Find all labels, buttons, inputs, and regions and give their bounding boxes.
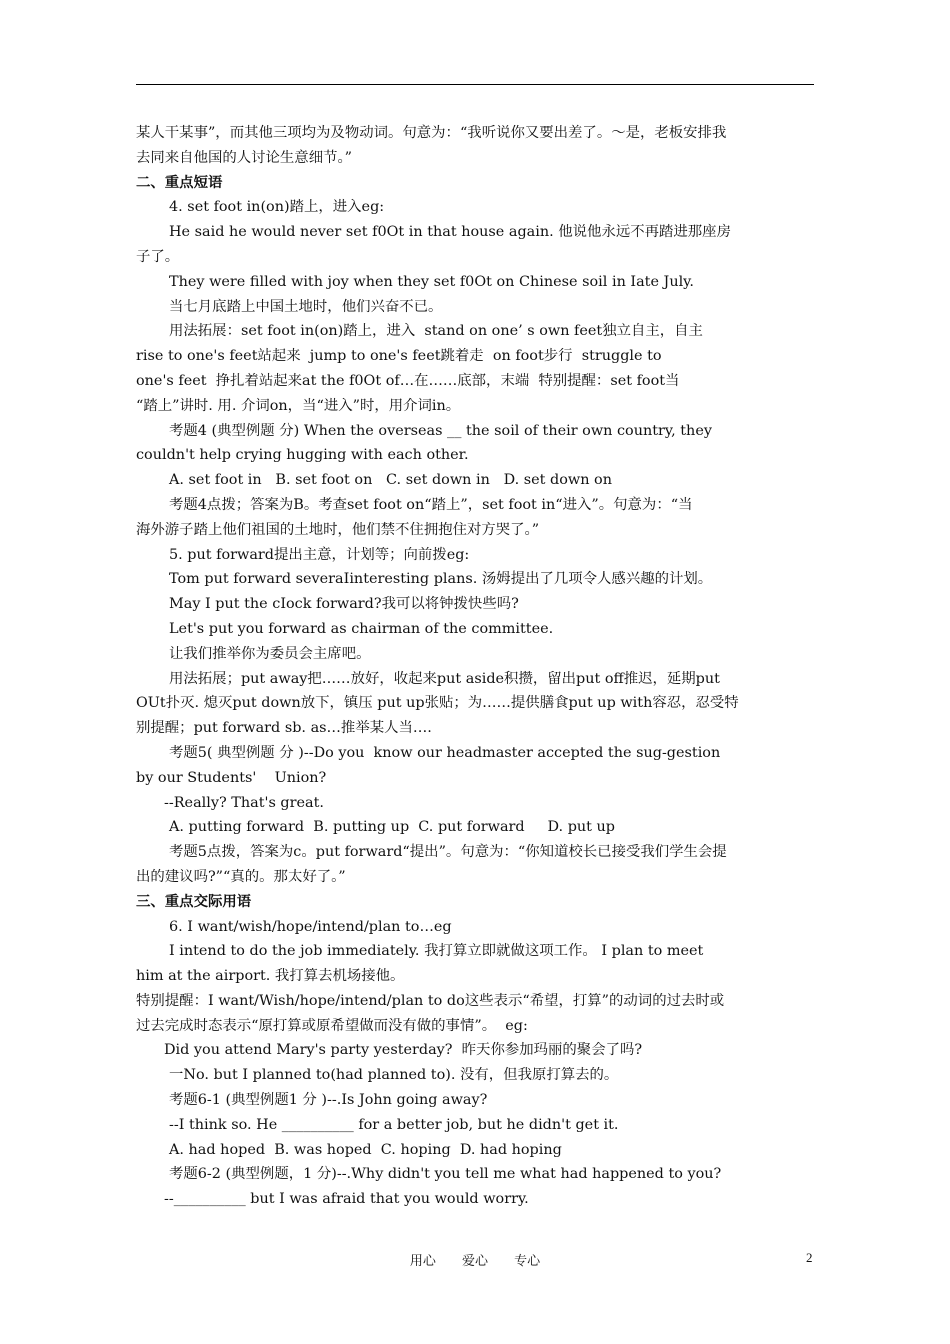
text-line: A. had hoped B. was hoped C. hoping D. had hoping — [169, 1141, 562, 1158]
text-line: 海外游子踏上他们祖国的土地时，他们禁不住拥抱住对方哭了。” — [136, 521, 540, 538]
text-line: 用法拓展：set foot in(on)踏上，进入 stand on one’ s own feet独立自主，自主 — [169, 323, 703, 340]
text-line: 特别提醒：I want/Wish/hope/intend/plan to do这些表示“希望，打算”的动词的过去时或 — [136, 992, 725, 1009]
text-line: 考题5( 典型例题 分 )--Do you know our headmaster accepted the sug-gestion — [169, 744, 721, 761]
text-line: 4. set foot in(on)踏上，进入eg: — [169, 199, 385, 216]
text-line: 用法拓展；put away把……放好，收起来put aside积攒，留出put off推迟，延期put — [169, 670, 720, 687]
text-line: by our Students' Union? — [136, 769, 327, 786]
section-heading: 三、重点交际用语 — [136, 892, 252, 910]
text-line: one's feet 挣扎着站起来at the f0Ot of…在……底部，末端 特别提醒：set foot当 — [136, 372, 680, 389]
text-line: 考题4点拨；答案为B。考查set foot on“踏上”，set foot in“进入”。句意为：“当 — [169, 496, 693, 513]
text-line: Tom put forward severaIinteresting plans. 汤姆提出了几项令人感兴趣的计划。 — [169, 571, 713, 588]
text-line: They were filled with joy when they set f0Ot on Chinese soil in Iate July. — [169, 273, 694, 290]
text-line: 别提醒；put forward sb. as…推举某人当…. — [136, 720, 432, 737]
text-line: “踏上”讲时. 用. 介词on，当“进入”时，用介词in。 — [136, 397, 461, 414]
text-line: 当七月底踏上中国土地时，他们兴奋不已。 — [169, 298, 443, 315]
text-line: 让我们推举你为委员会主席吧。 — [169, 645, 371, 662]
text-line: 某人干某事”，而其他三项均为及物动词。句意为：“我听说你又要出差了。～是，老板安排我 — [136, 125, 727, 141]
text-line: 考题6-2 (典型例题，1 分)--.Why didn't you tell me what had happened to you? — [169, 1166, 722, 1183]
header-rule — [136, 84, 814, 85]
text-line: him at the airport. 我打算去机场接他。 — [136, 968, 405, 985]
text-line: Did you attend Mary's party yesterday? 昨天你参加玛丽的聚会了吗? — [164, 1042, 643, 1059]
text-line: I intend to do the job immediately. 我打算立即就做这项工作。 I plan to meet — [169, 943, 704, 960]
text-line: --I think so. He __________ for a better job, but he didn't get it. — [169, 1116, 619, 1133]
text-line: --Really? That's great. — [164, 794, 324, 811]
text-line: --__________ but I was afraid that you would worry. — [164, 1191, 529, 1208]
text-line: rise to one's feet站起来 jump to one's feet跳着走 on foot步行 struggle to — [136, 348, 662, 365]
text-line: 一No. but I planned to(had planned to). 没有，但我原打算去的。 — [169, 1067, 619, 1084]
section-heading: 二、重点短语 — [136, 173, 223, 191]
text-line: 考题4 (典型例题 分) When the overseas __ the soil of their own country, they — [169, 422, 712, 439]
text-line: He said he would never set f0Ot in that house again. 他说他永远不再踏进那座房 — [169, 224, 731, 241]
text-line: couldn't help crying hugging with each other. — [136, 447, 469, 464]
text-line: 过去完成时态表示“原打算或原希望做而没有做的事情”。 eg: — [136, 1017, 528, 1034]
text-line: OUt扑灭. 熄灭put down放下，镇压 put up张贴；为……提供膳食put up with容忍，忍受特 — [136, 695, 739, 712]
text-line: 考题6-1 (典型例题1 分 )--.Is John going away? — [169, 1092, 488, 1109]
text-line: 考题5点拨，答案为c。put forward“提出”。句意为：“你知道校长已接受我们学生会提 — [169, 844, 727, 861]
page-number: 2 — [806, 1250, 813, 1265]
text-line: May I put the cIock forward?我可以将钟拨快些吗? — [169, 596, 519, 613]
text-line: A. set foot in B. set foot on C. set down in D. set down on — [169, 472, 612, 489]
text-line: 出的建议吗?”“真的。那太好了。” — [136, 868, 346, 885]
text-line: Let's put you forward as chairman of the committee. — [169, 620, 554, 637]
document-body — [136, 121, 816, 1212]
footer-motto: 用心 爱心 专心 — [409, 1254, 541, 1269]
text-line: 5. put forward提出主意，计划等；向前拨eg: — [169, 546, 470, 563]
text-line: 6. I want/wish/hope/intend/plan to…eg — [169, 918, 452, 935]
text-line: 去同来自他国的人讨论生意细节。” — [136, 149, 353, 166]
text-line: 子了。 — [136, 248, 180, 265]
text-line: A. putting forward B. putting up C. put forward D. put up — [169, 819, 616, 836]
